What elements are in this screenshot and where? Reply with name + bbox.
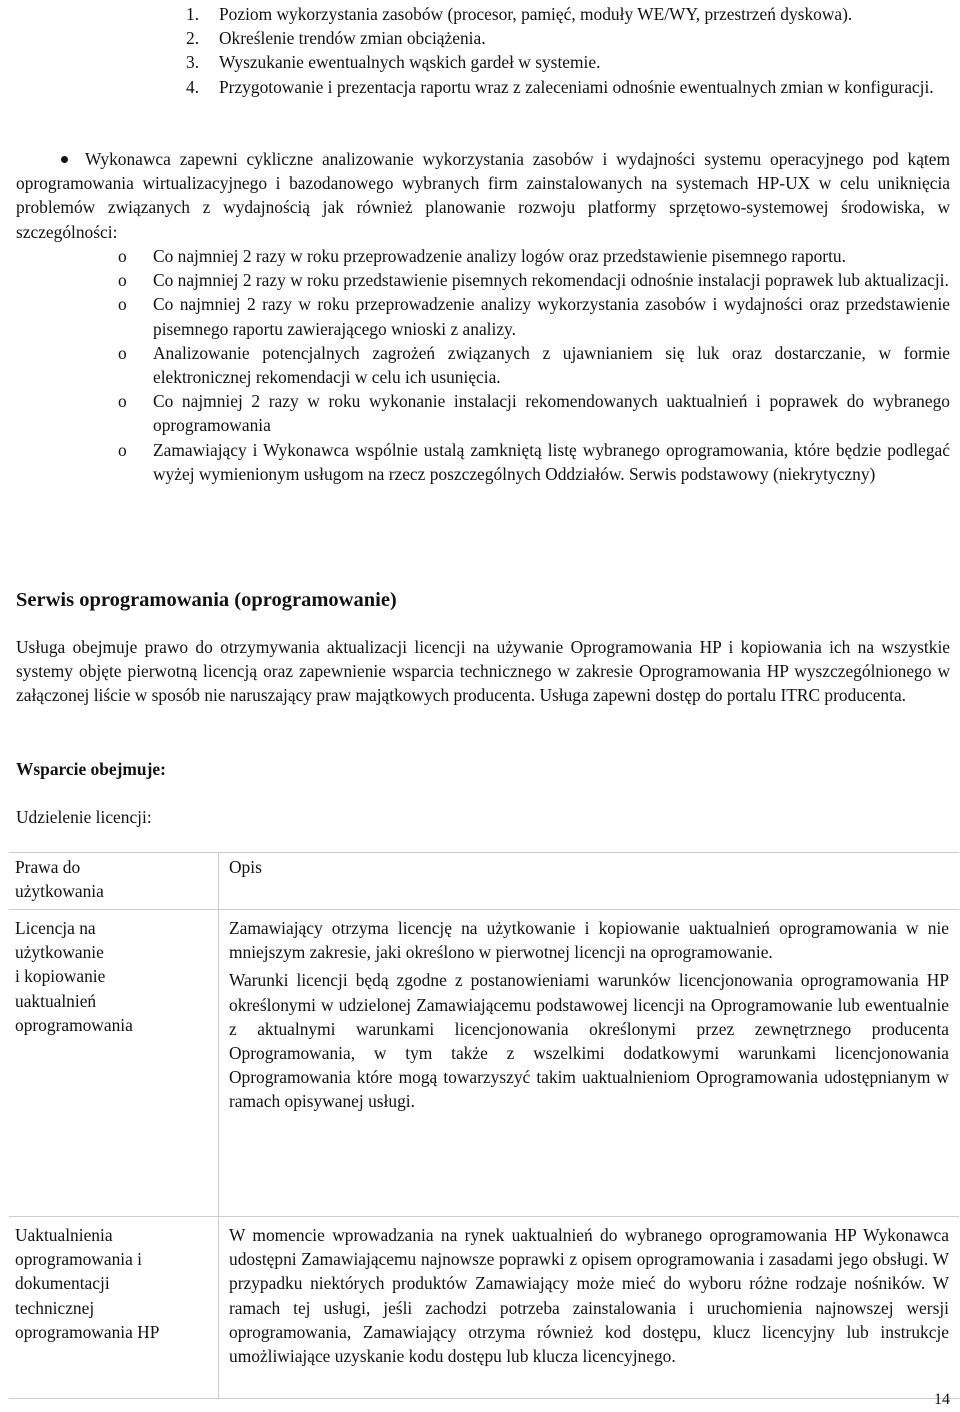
- license-label: Udzielenie licencji:: [16, 807, 152, 827]
- table-cell: [219, 1217, 960, 1399]
- list-item: [186, 75, 950, 99]
- row-description-paragraph: Warunki licencji będą zgodne z postanowieniami warunków licencjonowania oprogramowania HP określonymi w udzielonej Zamawiającemu podstawowej licencji na Oprogramowanie lub ewentualnie z aktualnymi warunkami licencjonowania określonymi przez zewnętrznego producenta Oprogramowania, w tym także z wszelkimi dodatkowymi warunkami licencjonowania Oprogramowania które mogą towarzyszyć takim uaktualnieniom Oprogramowania udostępnianym w ramach opisywanej usługi.: [229, 970, 949, 1112]
- sub-list-item-text: Co najmniej 2 razy w roku wykonanie instalacji rekomendowanych uaktualnień i poprawek do wybranego oprogramowania: [153, 391, 950, 436]
- list-item: [186, 50, 950, 74]
- table-header-row: [9, 853, 959, 910]
- circle-bullet-icon: o: [118, 342, 127, 363]
- sub-bullet-list: [118, 244, 950, 486]
- sub-list-item-text: Co najmniej 2 razy w roku przeprowadzenie analizy logów oraz przedstawienie pisemnego raportu.: [153, 246, 846, 266]
- list-item-text: Wyszukanie ewentualnych wąskich gardeł w systemie.: [219, 52, 601, 73]
- list-item-number: 2.: [186, 28, 200, 49]
- sub-list-item-text: Analizowanie potencjalnych zagrożeń związanych z ujawnianiem się luk oraz dostarczanie, w formie elektronicznej rekomendacji w celu ich usunięcia.: [153, 342, 950, 388]
- section-title: Serwis oprogramowania (oprogramowanie): [16, 589, 397, 611]
- page-number: 14: [934, 1391, 950, 1408]
- row-rights-label: Licencja na użytkowanie i kopiowanie uaktualnień oprogramowania: [15, 918, 133, 1035]
- sub-list-item: [118, 268, 950, 292]
- bullet-dot-icon: [61, 156, 68, 163]
- table-header-cell: [219, 853, 960, 910]
- list-item-text: Przygotowanie i prezentacja raportu wraz z zaleceniami odnośnie ewentualnych zmian w konfiguracji.: [219, 76, 934, 97]
- section-paragraph: Usługa obejmuje prawo do otrzymywania aktualizacji licencji na używanie Oprogramowania HP i kopiowania ich na wszystkie systemy objęte pierwotną licencją oraz zapewnienie wsparcia technicznego w zakresie Oprogramowania HP wyszczególnionego w załączonej liście w sposób nie naruszający praw majątkowych producenta. Usługa zapewni dostęp do portalu ITRC producenta.: [16, 637, 950, 706]
- circle-bullet-icon: o: [118, 270, 127, 291]
- sub-list-item: [118, 438, 950, 486]
- list-item-text: Poziom wykorzystania zasobów (procesor, pamięć, moduły WE/WY, przestrzeń dyskowa).: [219, 4, 853, 24]
- row-description-paragraph: W momencie wprowadzania na rynek uaktualnień do wybranego oprogramowania HP Wykonawca udostępni Zamawiającemu najnowsze poprawki z opisem oprogramowania i zasadami jego obsługi. W przypadku niektórych produktów Zamawiający może mieć do wyboru różne rodzaje nośników. W ramach tej usługi, jeśli zachodzi potrzeba zainstalowania i uruchomienia najnowszej wersji oprogramowania, Zamawiający otrzyma również kod dostępu, klucz licencyjny lub instrukcje umożliwiające uzyskanie kodu dostępu lub klucza licencyjnego.: [229, 1225, 949, 1367]
- sub-list-item: [118, 341, 950, 389]
- table-cell: [219, 910, 960, 1217]
- support-heading: Wsparcie obejmuje:: [16, 759, 166, 779]
- header-rights-label: Prawa do użytkowania: [15, 857, 104, 902]
- list-item: [186, 2, 950, 26]
- list-item-number: 3.: [186, 52, 200, 73]
- sub-list-item: [118, 244, 950, 268]
- circle-bullet-icon: o: [118, 391, 127, 412]
- circle-bullet-icon: o: [118, 294, 127, 315]
- bullet-paragraph-block: [16, 147, 950, 244]
- circle-bullet-icon: o: [118, 439, 127, 460]
- row-description-paragraph: Zamawiający otrzyma licencję na użytkowanie i kopiowanie uaktualnień oprogramowania w nie mniejszym zakresie, jaki określono w pierwotnej licencji na oprogramowanie.: [229, 918, 949, 963]
- list-item-number: 4.: [186, 76, 200, 97]
- sub-list-item: [118, 292, 950, 340]
- sub-list-item-text: Co najmniej 2 razy w roku przedstawienie pisemnych rekomendacji odnośnie instalacji poprawek lub aktualizacji.: [153, 270, 949, 291]
- bullet-paragraph: Wykonawca zapewni cykliczne analizowanie wykorzystania zasobów i wydajności systemu operacyjnego pod kątem oprogramowania wirtualizacyjnego i bazodanowego wybranych firm zainstalowanych na systemach HP-UX w celu uniknięcia problemów związanych z wydajnością jak również planowanie rozwoju platformy sprzętowo-systemowej środowiska, w szczególności:: [16, 149, 950, 242]
- table-header-cell: [9, 853, 219, 910]
- circle-bullet-icon: o: [118, 246, 127, 266]
- table-row: [9, 1217, 959, 1399]
- numbered-list: [186, 2, 950, 99]
- row-rights-label: Uaktualnienia oprogramowania i dokumentacji technicznej oprogramowania HP: [15, 1225, 160, 1342]
- sub-list-item-text: Zamawiający i Wykonawca wspólnie ustalą zamkniętą listę wybranego oprogramowania, które będzie podlegać wyżej wymienionym usługom na rzecz poszczególnych Oddziałów. Serwis podstawowy (niekrytyczny): [153, 439, 950, 484]
- header-description-label: Opis: [229, 857, 262, 877]
- list-item-text: Określenie trendów zmian obciążenia.: [219, 28, 486, 49]
- table-cell: [9, 910, 219, 1217]
- sub-list-item-text: Co najmniej 2 razy w roku przeprowadzenie analizy wykorzystania zasobów i wydajności oraz przedstawienie pisemnego raportu zawierającego wnioski z analizy.: [153, 294, 950, 339]
- list-item-number: 1.: [186, 4, 200, 24]
- list-item: [186, 26, 950, 50]
- license-table: [9, 852, 959, 1399]
- table-cell: [9, 1217, 219, 1399]
- sub-list-item: [118, 389, 950, 437]
- table-row: [9, 910, 959, 1217]
